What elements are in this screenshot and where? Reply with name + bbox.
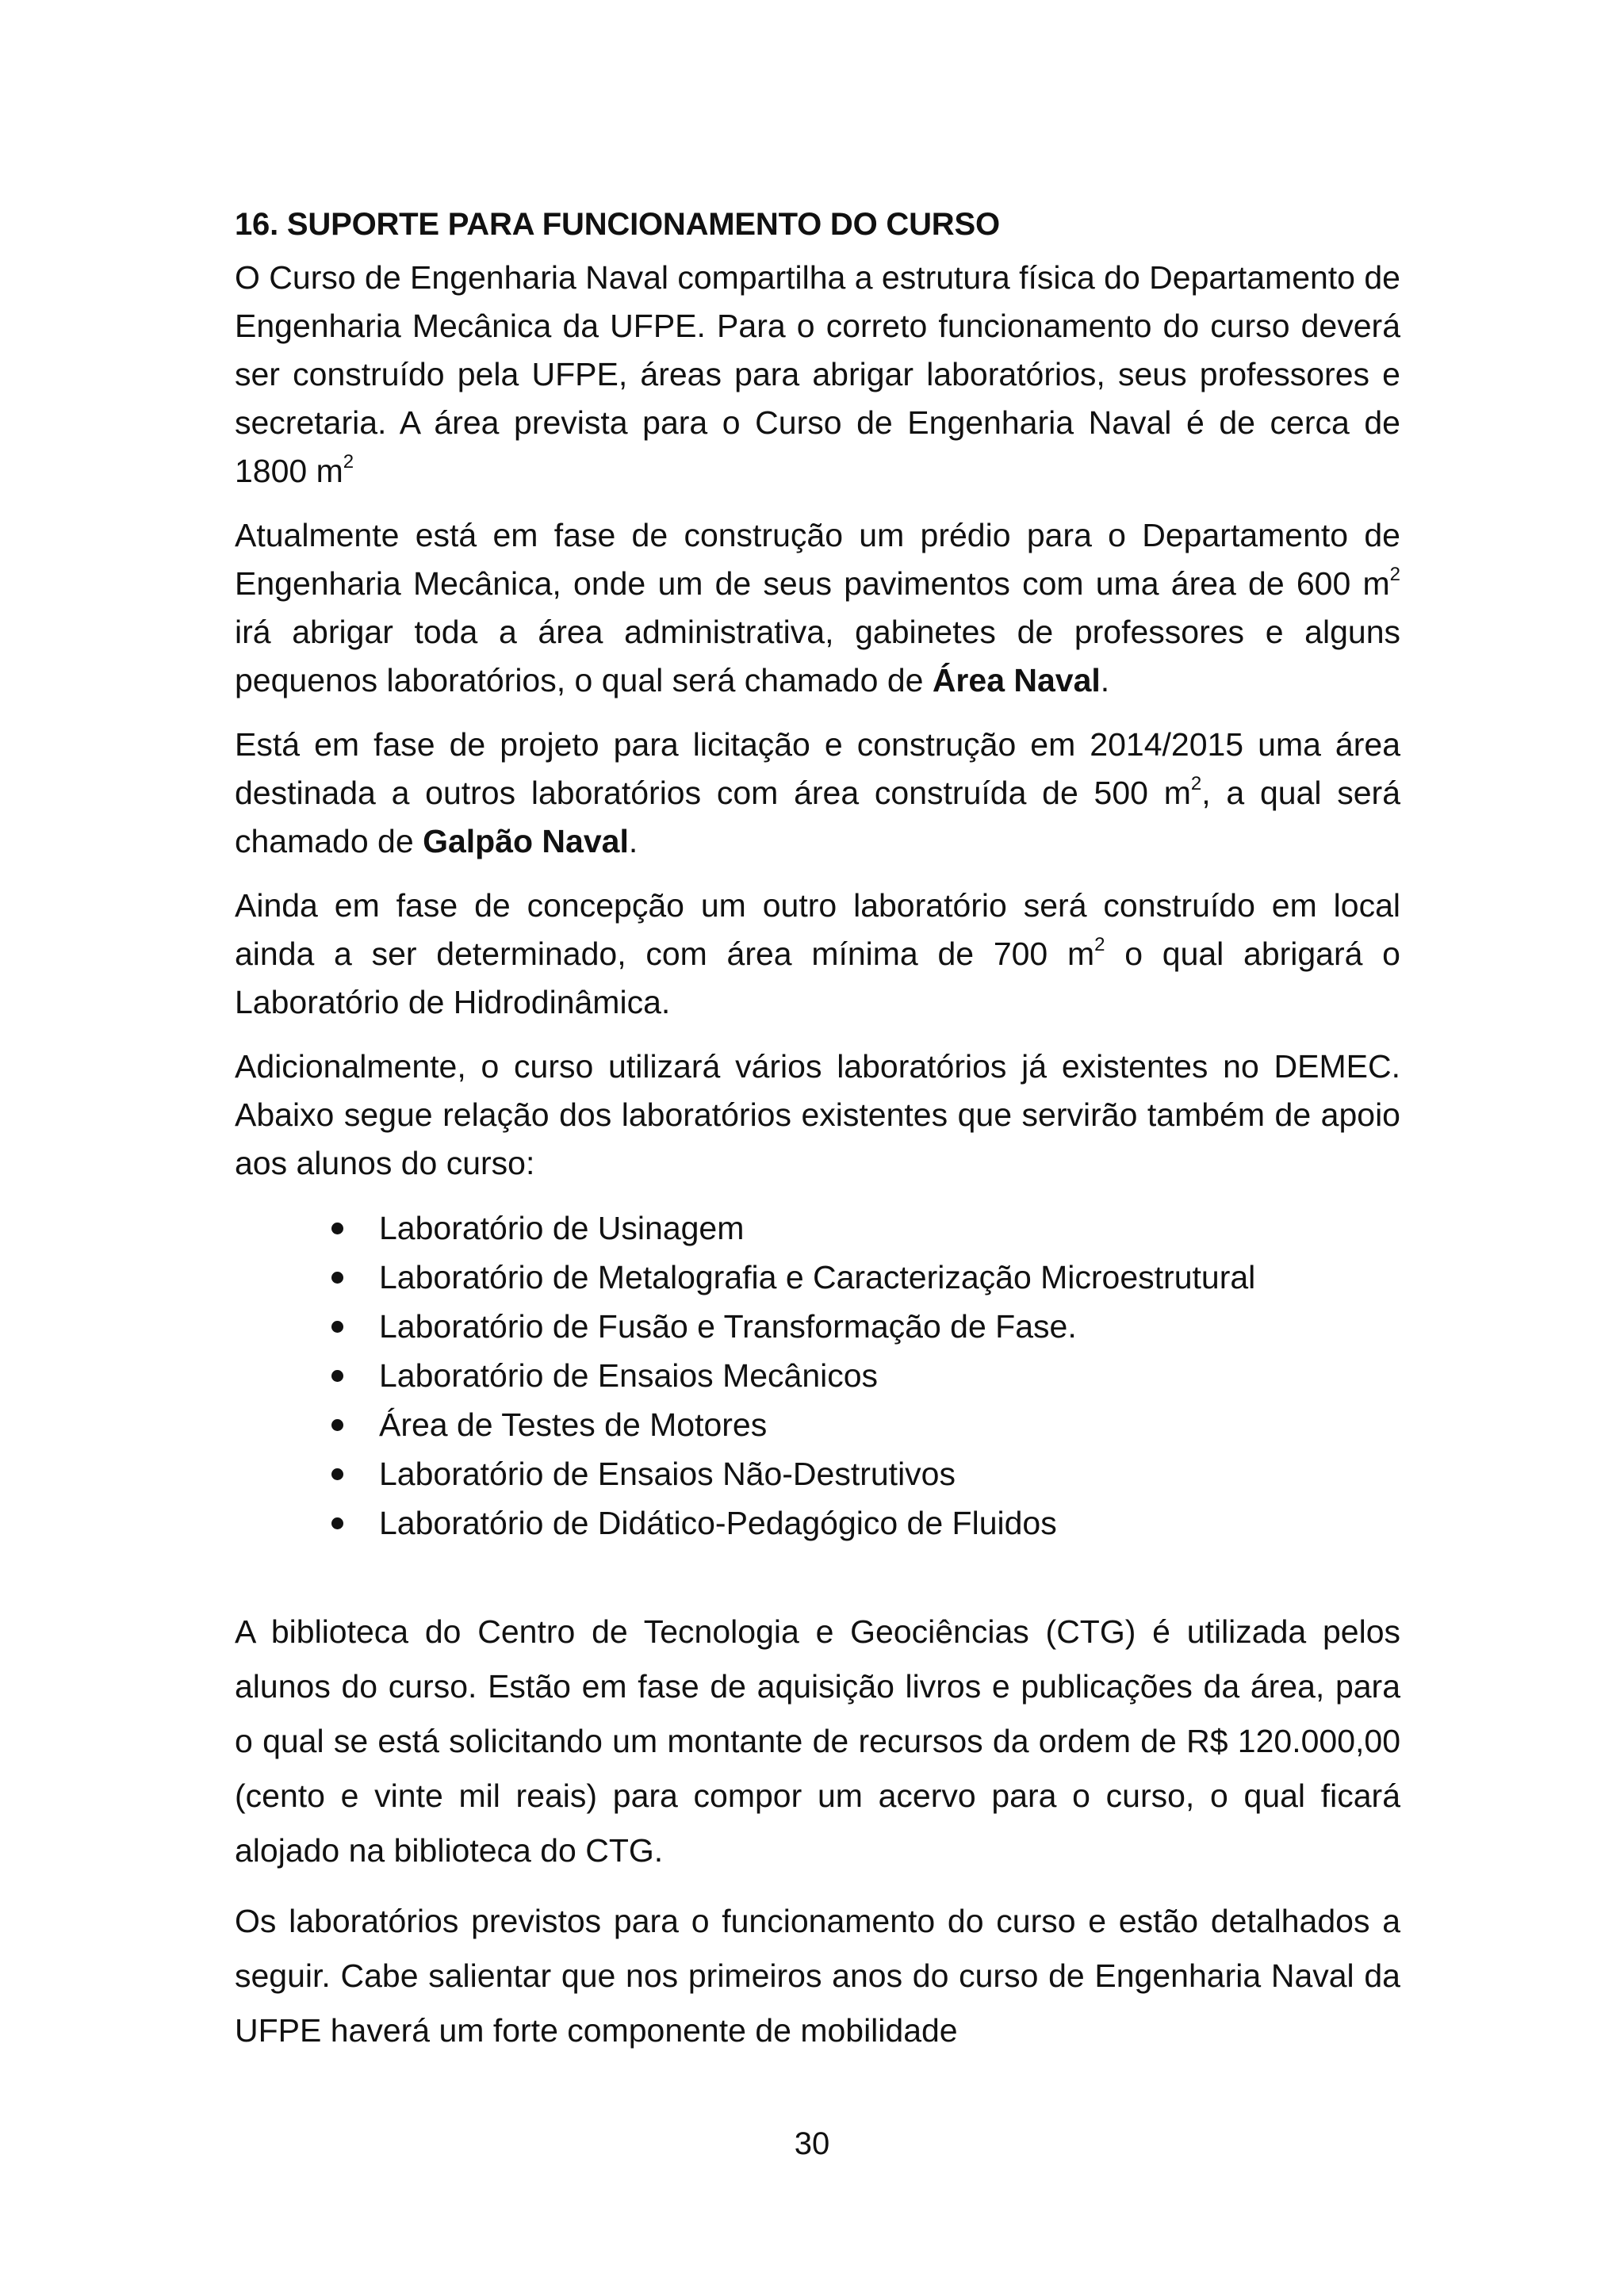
- list-item: [331, 1449, 1400, 1498]
- paragraph-library: [235, 1605, 1400, 1878]
- bullet-icon: [331, 1370, 343, 1382]
- labs-list: [235, 1203, 1400, 1548]
- paragraph-planned-labs: [235, 1894, 1400, 2058]
- paragraph-text: irá abrigar toda a área administrativa, gabinetes de professores e alguns pequenos laboratórios, o qual será chamado de: [235, 614, 1400, 698]
- paragraph-text: Atualmente está em fase de construção um prédio para o Departamento de Engenharia Mecânica, onde um de seus pavimentos com uma área de 600 m: [235, 517, 1400, 602]
- bullet-icon: [331, 1223, 343, 1234]
- paragraph-text: Está em fase de projeto para licitação e construção em 2014/2015 uma área destinada a outros laboratórios com área construída de 500 m: [235, 726, 1400, 811]
- bullet-icon: [331, 1321, 343, 1333]
- list-item-label: Laboratório de Fusão e Transformação de Fase.: [379, 1308, 1077, 1345]
- list-item-label: Área de Testes de Motores: [379, 1406, 768, 1443]
- paragraph-existing-labs: [235, 1043, 1400, 1188]
- list-item: [331, 1253, 1400, 1302]
- list-item: [331, 1400, 1400, 1449]
- paragraph-conception: [235, 882, 1400, 1027]
- list-item: [331, 1203, 1400, 1253]
- bold-term: Área Naval: [932, 662, 1101, 698]
- paragraph-construction: [235, 511, 1400, 705]
- list-item: [331, 1351, 1400, 1400]
- paragraph-text: , a qual será chamado de: [235, 775, 1400, 859]
- superscript: 2: [1389, 564, 1400, 585]
- list-item-label: Laboratório de Usinagem: [379, 1210, 745, 1246]
- paragraph-text: .: [1100, 662, 1110, 698]
- list-item: [331, 1498, 1400, 1548]
- page-number: 30: [794, 2126, 830, 2161]
- list-item-label: Laboratório de Didático-Pedagógico de Fluidos: [379, 1505, 1057, 1541]
- superscript: 2: [343, 451, 354, 473]
- list-item-label: Laboratório de Metalografia e Caracterização Microestrutural: [379, 1259, 1256, 1295]
- paragraph-text: Ainda em fase de concepção um outro laboratório será construído em local ainda a ser determinado, com área mínima de 700 m: [235, 887, 1400, 972]
- paragraph-text: O Curso de Engenharia Naval compartilha a estrutura física do Departamento de Engenharia Mecânica da UFPE. Para o correto funcionamento do curso deverá ser construído pela UFPE, áreas para abrigar laboratórios, seus professores e secretaria. A área prevista para o Curso de Engenharia Naval é de cerca de 1800 m: [235, 259, 1400, 489]
- paragraph-text: A biblioteca do Centro de Tecnologia e Geociências (CTG) é utilizada pelos alunos do curso. Estão em fase de aquisição livros e publicações da área, para o qual se está solicitando um montante de recursos da ordem de R$ 120.000,00 (cento e vinte mil reais) para compor um acervo para o curso, o qual ficará alojado na biblioteca do CTG.: [235, 1613, 1400, 1869]
- list-item-label: Laboratório de Ensaios Mecânicos: [379, 1357, 879, 1394]
- list-item-label: Laboratório de Ensaios Não-Destrutivos: [379, 1456, 956, 1492]
- bullet-icon: [331, 1468, 343, 1480]
- paragraph-text: o qual abrigará o Laboratório de Hidrodinâmica.: [235, 936, 1400, 1020]
- document-page: [235, 200, 1400, 2058]
- paragraph-text: Os laboratórios previstos para o funcionamento do curso e estão detalhados a seguir. Cabe salientar que nos primeiros anos do curso de Engenharia Naval da UFPE haverá um forte componente de mobilidade: [235, 1903, 1400, 2049]
- paragraph-text: .: [628, 823, 638, 859]
- bullet-icon: [331, 1419, 343, 1431]
- superscript: 2: [1094, 934, 1105, 955]
- list-item: [331, 1302, 1400, 1351]
- bold-term: Galpão Naval: [423, 823, 629, 859]
- section-heading: 16. SUPORTE PARA FUNCIONAMENTO DO CURSO: [235, 207, 1000, 242]
- paragraph-structure: [235, 254, 1400, 496]
- bullet-icon: [331, 1517, 343, 1529]
- paragraph-text: Adicionalmente, o curso utilizará vários laboratórios já existentes no DEMEC. Abaixo segue relação dos laboratórios existentes que servirão também de apoio aos alunos do curso:: [235, 1048, 1400, 1181]
- superscript: 2: [1190, 773, 1202, 794]
- bullet-icon: [331, 1272, 343, 1284]
- paragraph-project: [235, 721, 1400, 866]
